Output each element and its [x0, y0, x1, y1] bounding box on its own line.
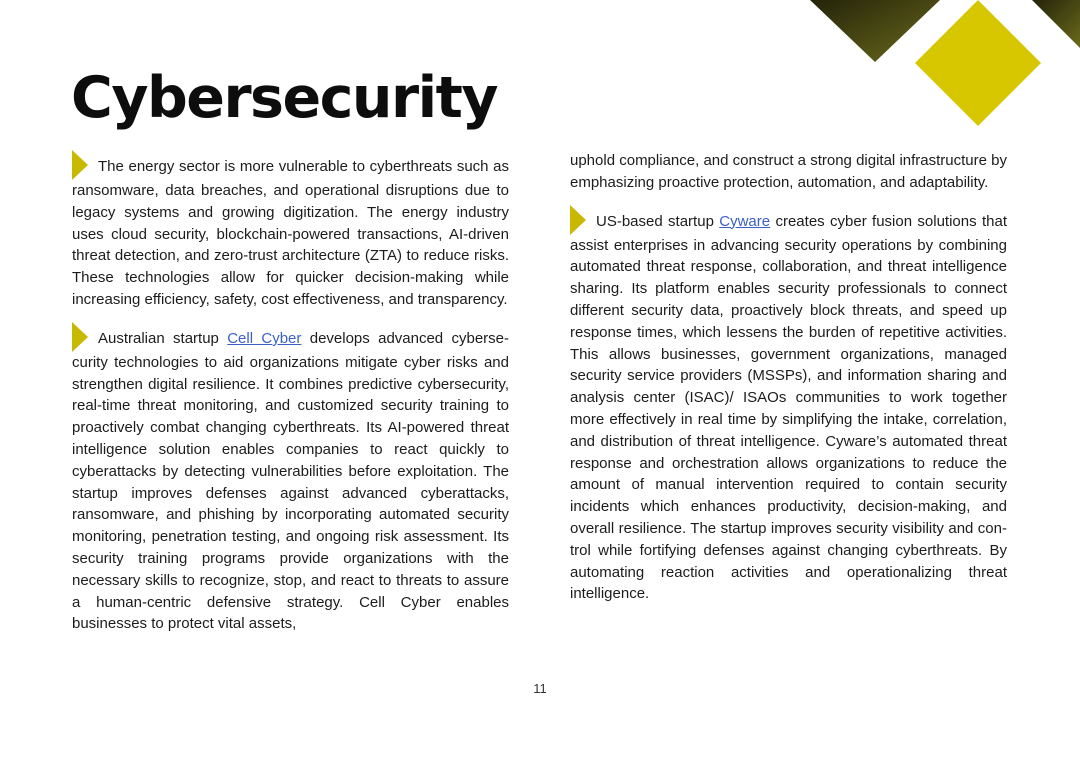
right-column: [570, 150, 1007, 616]
paragraph-cell-cyber: Australian startup Cell Cyber develops advanced cybersecurity technologies to aid organizations mitigate cyber risks and strengthen digital resilience. It combines predictive cybersecurity, real-time threat monitoring, and customized security training to proactively combat changing cyberthreats. Its AI-powered threat intelligence solution enables companies to react quickly to cyberattacks by detecting vulnerabilities before exploitation. The startup improves defenses against advanced cyberattacks, ransomware, and phishing by incorporating automated security monitoring, penetration testing, and ongoing risk assessment. Its security training programs provide organizations with the necessary skills to recognize, stop, and react to threats to assure a human-centric defensive strategy. Cell Cyber enables businesses to protect vital assets,: [72, 322, 509, 635]
triangle-bullet-icon: [72, 150, 88, 180]
cell-cyber-link[interactable]: Cell Cyber: [227, 329, 302, 347]
paragraph-continuation: uphold compliance, and construct a strong digital infrastructure by emphasizing proactive protection, automation, and adaptability.: [570, 152, 1007, 191]
dark-triangle-shape-right: [1032, 0, 1080, 48]
corner-decoration: [810, 0, 1080, 140]
left-column: [72, 150, 509, 646]
triangle-bullet-icon: [72, 322, 88, 352]
yellow-diamond-shape: [915, 0, 1041, 126]
paragraph-cyware: US-based startup Cyware creates cyber fusion solutions that assist enterprises in advancing security operations by combining automated threat response, collaboration, and threat intelligence sharing. Its platform enables security professionals to connect different security data, proactively block threats, and speed up response times, which lessens the burden of repetitive activities. This allows businesses, government organizations, managed security service providers (MSSPs), and information sharing and analysis center (ISAC)/ ISAOs communities to work together more effectively in real time by simplifying the intake, correlation, and distribution of threat intelligence. Cyware’s automated threat response and orchestration allows organizations to reduce the amount of manual intervention required to contain security incidents which enhances productivity, decision-making, and overall resilience. The startup improves security visibility and control while fortifying defenses against changing cyberthreats. By automating reaction activities and operationalizing threat intelligence.: [570, 205, 1007, 606]
paragraph-energy-sector: The energy sector is more vulnerable to cyberthreats such as ransomware, data breaches, and operational disruptions due to legacy systems and growing digitization. The energy industry uses cloud security, blockchain-powered transactions, AI-driven threat detection, and zero-trust architecture (ZTA) to reduce risks. These technologies allow for quicker decision-making while increasing efficiency, safety, cost effectiveness, and transparency.: [72, 150, 509, 311]
page-title: Cybersecurity: [71, 65, 498, 131]
triangle-bullet-icon: [570, 205, 586, 235]
cyware-link[interactable]: Cyware: [719, 212, 771, 230]
page-number: 11: [533, 681, 547, 696]
dark-triangle-shape: [810, 0, 940, 62]
